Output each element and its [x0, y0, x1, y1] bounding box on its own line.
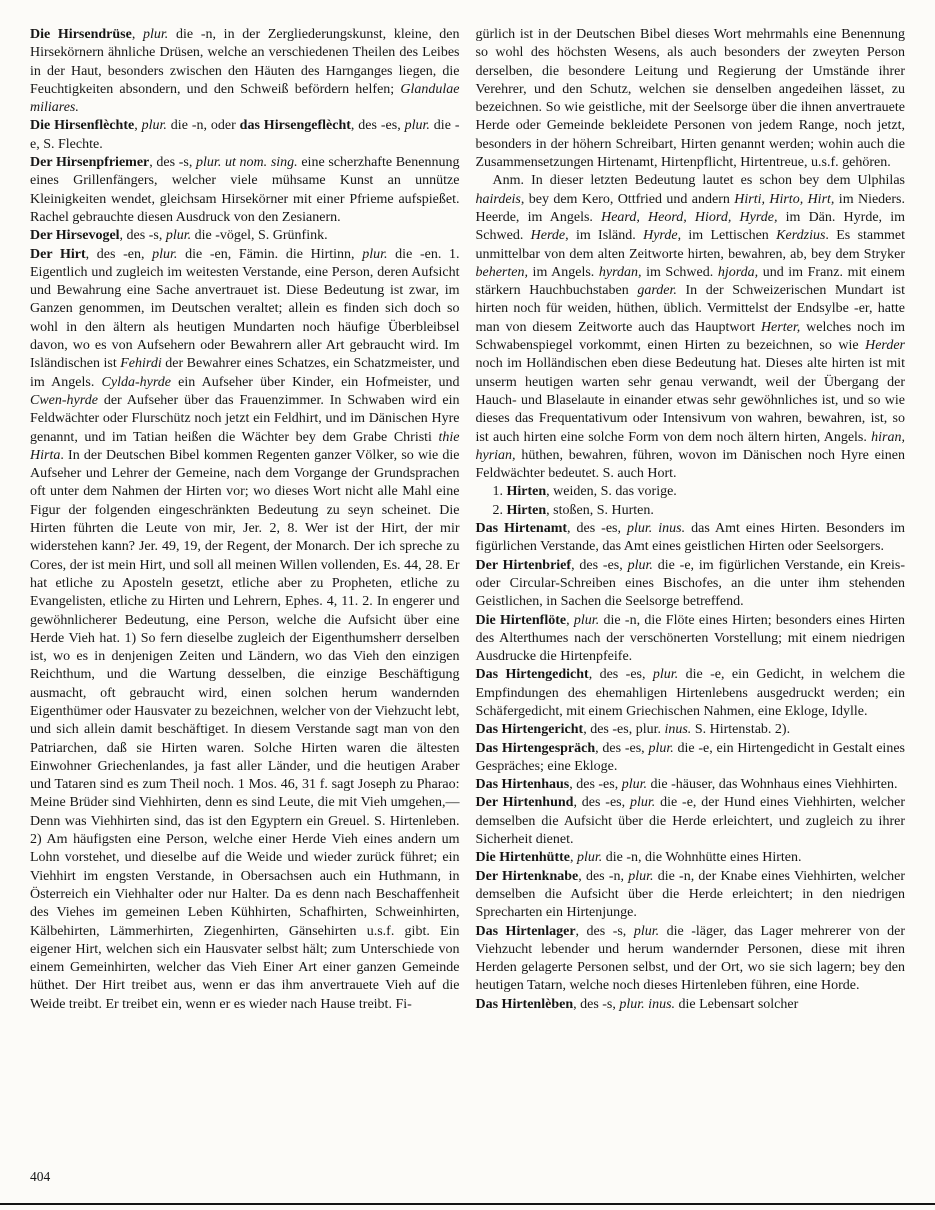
- entry-paragraph: [476, 557, 906, 612]
- text-run: die Lebensart solcher: [675, 996, 799, 1012]
- text-run: , des -es,: [571, 557, 628, 573]
- entry-paragraph: [476, 721, 906, 739]
- text-run: die -en, Fämin. die Hirtinn,: [177, 246, 363, 262]
- text-run: im Angels.: [527, 264, 599, 280]
- left-column: [30, 26, 460, 1164]
- text-run: plur.: [633, 923, 660, 939]
- text-run: Heard, Heord, Hiord, Hyrde,: [601, 209, 778, 225]
- text-run: , des -s,: [573, 996, 620, 1012]
- headword-run: Der Hirtenbrief: [475, 557, 572, 573]
- text-run: die -e, ein Gedicht, in welchem die Empfindungen des ehemahligen Hirtenlebens ausgedruckt werden; ein Schäfergedicht, mit einem Griechischen Nahmen, eine Ekloge, Idylle.: [475, 667, 905, 719]
- entry-paragraph: [476, 666, 906, 721]
- text-run: , weiden, S. das vorige.: [546, 484, 677, 500]
- text-run: , des -n,: [578, 868, 629, 884]
- text-run: plur.: [648, 740, 674, 756]
- headword-run: Das Hirtengespräch: [475, 740, 596, 756]
- text-run: plur.: [143, 27, 169, 42]
- text-run: hjorda,: [717, 264, 759, 280]
- text-run: plur.: [621, 777, 648, 793]
- text-run: , des -es,: [588, 667, 653, 683]
- text-run: plur.: [152, 246, 178, 262]
- text-run: das Amt eines Hirten. Besonders im figürlichen Verstande, das Amt eines geistlichen Hirten oder Seelsorgers.: [475, 521, 905, 555]
- text-run: eine scherzhafte Benennung eines Grillenfängers, welcher viele mühsame Kunst an unnütze Kleinigkeiten wendet, gleichsam Hirsekörner mit einer Pfrieme aufspießet. Rachel gebrauchte diesen Ausdruck von den Zesianern.: [30, 155, 460, 225]
- headword-run: Die Hirtenflöte: [475, 612, 567, 628]
- text-run: inus.: [664, 722, 692, 738]
- text-run: die -n, die Wohnhütte eines Hirten.: [602, 850, 802, 866]
- text-run: , stoßen, S. Hurten.: [546, 502, 654, 518]
- text-run: welches noch im Schwabenspiegel vorkommt, einen Hirten zu bezeichnen, so wie: [475, 319, 905, 354]
- entry-paragraph: [476, 520, 906, 557]
- text-run: Cylda-hyrde: [101, 374, 171, 390]
- text-run: Herder: [865, 338, 905, 354]
- entry-paragraph: [476, 502, 906, 520]
- text-run: , des -es,: [569, 777, 622, 793]
- text-run: , im Isländ.: [565, 228, 644, 244]
- bottom-rule: [0, 1203, 935, 1205]
- headword-run: Hirten: [506, 502, 547, 518]
- text-run: noch im Holländischen eben diese Bedeutung hat. Dieses alte hirten ist mit unserm heutigen warten sehr genau verwandt, weil der Übergang der Hauch- und Blaselaute in einander etwas sehr gewöhnliches ist, und so wie dieses das Frequentativum oder Intensivum von wahren, bewahren, ist, so ist auch hirten eine solche Form von dem noch ältern hirten, Angels.: [475, 356, 905, 445]
- text-run: plur.: [576, 850, 603, 866]
- headword-run: Das Hirtenlèben: [475, 996, 574, 1012]
- text-run: hyrdan,: [598, 264, 642, 280]
- text-run: hairdeis: [475, 191, 521, 207]
- text-run: , des -en,: [85, 246, 153, 262]
- text-run: die -e, S. Flechte.: [30, 118, 460, 152]
- text-run: , im Lettischen: [677, 228, 777, 244]
- text-run: ,: [566, 612, 574, 628]
- text-run: , des -es, plur.: [583, 722, 665, 738]
- text-run: plur.: [362, 246, 388, 262]
- headword-run: Der Hirtenhund: [475, 795, 574, 811]
- text-run: , des -es,: [595, 740, 649, 756]
- text-run: plur.: [629, 795, 656, 811]
- entry-paragraph: [30, 246, 460, 1014]
- text-run: Anm. In dieser letzten Bedeutung lautet es schon bey dem Ulphilas: [492, 173, 905, 189]
- text-run: die -vögel, S. Grünfink.: [191, 228, 328, 244]
- headword-run: Das Hirtengedicht: [475, 667, 589, 683]
- text-run: gürlich ist in der Deutschen Bibel dieses Wort mehrmahls eine Benennung so wohl des höchsten Wesens, als auch besonders der zweyten Person derselben, die besondere Leitung und Regierung der Umstände ihrer Verehrer, und den Schutz, welchen sie denselben angedeihen lässet, zu bezeichnen. So wie geistliche, mit der Seelsorge über die ihnen anvertrauete Herde oder Gemeinde bekleidete Personen von jedem Range, noch jetzt, besonders in der höhern Schreibart, Hirten genannt werden; wohin auch die Zusammensetzungen Hirtenamt, Hirtenpflicht, Hirtentreue, u.s.f. gehören.: [475, 27, 905, 171]
- text-run: und im Franz. mit einem stärkern Hauchbuchstaben: [475, 264, 905, 299]
- entry-paragraph: [476, 996, 906, 1014]
- headword-run: Das Hirtenlager: [475, 923, 576, 939]
- text-run: , des -s,: [149, 155, 197, 171]
- text-run: plur.: [141, 118, 167, 134]
- headword-run: Die Hirsenflèchte: [30, 118, 135, 134]
- headword-run: Der Hirsenpfriemer: [30, 155, 150, 171]
- text-run: die -läger, das Lager mehrerer von der Viehzucht lebender und herum wandernder Personen, diese mit ihren Herden gelagerte Personen selbst, und der Ort, wo sie sich lagern; bey den heutigen Tatarn, welche noch dieses Hirtenleben führen, eine Horde.: [475, 923, 905, 994]
- text-run: Hyrde: [643, 228, 678, 244]
- text-run: Glandulae miliares.: [30, 81, 460, 116]
- entry-paragraph: [476, 849, 906, 867]
- text-run: 2.: [492, 502, 507, 518]
- entry-paragraph: [476, 26, 906, 172]
- text-run: die -n, oder: [166, 118, 240, 134]
- text-run: die -n, die Flöte eines Hirten; besonders eines Hirten des Alterthumes nach der verschönerten Vorstellung; mit einem niedrigen Ausdrucke die Hirtenpfeife.: [475, 612, 905, 665]
- text-run: , des -es,: [350, 118, 405, 134]
- entry-paragraph: [476, 612, 906, 667]
- text-run: im Schwed.: [641, 264, 718, 280]
- headword-run: Der Hirsevogel: [30, 228, 120, 244]
- text-run: plur. inus.: [627, 521, 686, 537]
- text-run: ,: [134, 118, 142, 134]
- text-run: , des -s,: [119, 228, 166, 244]
- headword-run: Die Hirsendrüse: [30, 27, 132, 42]
- text-run: die -e, ein Hirtengedicht in Gestalt eines Gespräches; eine Ekloge.: [475, 740, 905, 774]
- entry-paragraph: [476, 740, 906, 777]
- text-run: Hirti, Hirto, Hirt,: [734, 191, 835, 207]
- text-run: Herde: [530, 228, 566, 244]
- entry-paragraph: [30, 227, 460, 245]
- text-run: , bey dem Kero, Ottfried und andern: [520, 191, 735, 207]
- text-run: plur. ut nom. sing.: [196, 155, 298, 171]
- text-run: die -n, in der Zergliederungskunst, kleine, den Hirsekörnern ähnliche Drüsen, welche an verschiedenen Theilen des Leibes in der Haut, besonders zwischen den Häuten des Harnganges liegen, die Feuchtigkeiten absondern, und den Schweiß befördern helfen;: [30, 27, 460, 97]
- text-run: Kerdzius: [776, 228, 826, 244]
- entry-paragraph: [476, 483, 906, 501]
- text-run: plur. inus.: [619, 996, 676, 1012]
- right-column: [476, 26, 906, 1164]
- text-run: die -e, im figürlichen Verstande, ein Kreis- oder Circular-Schreiben eines Bischofes, an die unter ihm stehenden Geistlichen, in Sachen die Seelsorge betreffend.: [475, 557, 905, 610]
- entry-paragraph: [30, 154, 460, 227]
- text-run: der Aufseher über das Frauenzimmer. In Schwaben wird ein Feldwächter oder Flurschütz noch jetzt ein Feldhirt, und im Dänischen Hyre genannt, und im Tatian heißen die Wächter bey dem Grabe Christi: [30, 392, 460, 445]
- headword-run: Das Hirtenhaus: [475, 777, 570, 793]
- headword-run: das Hirsengeflècht: [239, 118, 351, 134]
- headword-run: Der Hirtenknabe: [475, 868, 579, 884]
- headword-run: Das Hirtengericht: [475, 722, 584, 738]
- text-run: die -en. 1. Eigentlich und zugleich im weitesten Verstande, eine Person, deren Aufsicht und Bewahrung eine Sache anvertrauet ist. Diese Bedeutung ist zwar, im Ganzen genommen, im Deutschen veraltet; allein es finden sich doch so wohl in den ältern als heutigen Mundarten noch häufige Überbleibsel davon, wo es von Aufsehern oder Bewahrern aller Art gebraucht wird. Im Isländischen ist: [30, 246, 460, 372]
- text-run: ,: [131, 27, 144, 42]
- entry-paragraph: [30, 117, 460, 154]
- headword-run: Die Hirtenhütte: [475, 850, 570, 866]
- text-run: Fehirdi: [120, 356, 162, 372]
- text-run: der Bewahrer eines Schatzes, ein Schatzmeister, und im Angels.: [30, 356, 460, 390]
- text-run: plur.: [404, 118, 430, 134]
- entry-paragraph: [476, 776, 906, 794]
- text-run: , des -s,: [575, 923, 634, 939]
- text-columns: [30, 26, 905, 1164]
- text-run: Cwen-hyrde: [30, 392, 98, 408]
- text-run: plur.: [573, 612, 600, 628]
- entry-paragraph: [30, 26, 460, 117]
- entry-paragraph: [476, 868, 906, 923]
- text-run: 1.: [492, 484, 507, 500]
- entry-paragraph: [476, 172, 906, 483]
- page-number: 404: [30, 1168, 51, 1184]
- text-run: plur.: [628, 868, 654, 884]
- text-run: garder.: [637, 283, 677, 299]
- text-run: ein Aufseher über Kinder, ein Hofmeister, und: [170, 374, 460, 390]
- text-run: ,: [569, 850, 577, 866]
- text-run: die -e, der Hund eines Viehhirten, welcher demselben die Aufsicht über die Herde erleichtert, und zugleich zu ihrer Sicherheit dienet.: [475, 795, 905, 848]
- text-run: die -häuser, das Wohnhaus eines Viehhirten.: [647, 777, 898, 793]
- text-run: plur.: [627, 557, 653, 573]
- entry-paragraph: [476, 923, 906, 996]
- text-run: . Es stammet unmittelbar von dem alten Zeitworte hirten, bewahren, ab, bey dem Stryker: [475, 228, 905, 262]
- text-run: plur.: [652, 667, 679, 683]
- headword-run: Das Hirtenamt: [475, 521, 568, 537]
- headword-run: Der Hirt: [30, 246, 86, 262]
- text-run: . In der Deutschen Bibel kommen Regenten ganzer Völker, so wie die Aufseher und Lehrer der Gemeine, nach dem Vorgange der Grundsprachen oft unter dem Nahmen der Hirten vor; wo dieses Wort nicht alle Mahl eine Figur der folgenden eingeschränkten Bedeutung zu seyn scheinet. Die Hirten führten die Leute von mir, Jer. 2, 8. Wer ist der Hirt, der mir widerstehen kann? Jer. 49, 19, der Regent, der Monarch. Der ich spreche zu Cores, der ist mein Hirt, und soll all meinen Willen vollenden, Es. 44, 28. Er hat etliche zu Aposteln gesetzt, etliche aber zu Propheten, etliche zu Evangelisten, etliche zu Hirten und Lehrern, Ephes. 4, 11. 2. In engerer und gewöhnlicherer Bedeutung, eine Person, welche die Aufsicht über eine Herde Vieh hat. 1) So fern dieselbe zugleich der Eigenthumsherr derselben ist, wo es in denjenigen Zeiten und Ländern, wo das Vieh den einzigen Reichthum, und die Wartung desselben, die einzige Beschäftigung ausmacht, oft gebraucht wird, einen solchen herum wandernden Eigenthümer oder Hausvater zu bezeichnen, welcher von der Viehzucht lebt, und sich allein damit beschäftiget. In diesem Verstande sagt man von den Patriarchen, daß sie Hirten waren. Solche Hirten waren die ältesten Einwohner Griechenlandes, ja fast aller Länder, und die heutigen Araber und Tataren sind es zum Theil noch. 1 Mos. 46, 31 f. sagt Joseph zu Pharao: Meine Brüder sind Viehhirten, denn es sind Leute, die mit Vieh umgehen,— Denn was Viehhirten sind, das ist den Egyptern ein Greuel. S. Hirtenleben. 2) Am häufigsten eine Person, welche einer Herde Vieh eines andern um Lohn vorstehet, und dieselbe auf die Weide und wieder zurück führet; ein Viehhirt im engsten Verstande, in Obersachsen auch ein Huthmann, in Österreich ein Viehhalter oder nur Halter. Da es denn nach Beschaffenheit des Viehes im gemeinen Leben Kühhirten, Schafhirten, Schweinhirten, Kälbehirten, Lämmerhirten, Ziegenhirten, Gänsehirten u.s.f. gibt. Ein eigener Hirt, welchen sich ein Hausvater selbst hält; zum Unterschiede von einem Gemeinhirten, welcher das Vieh Einer Art einer ganzen Gemeinde hüthet. Der Hirt treibet aus, wenn er das ihm anvertrauete Vieh auf die Weide treibt. Er treibet ein, wenn er es wieder nach Hause treibt. Fi-: [30, 447, 460, 1012]
- text-run: im Dän. Hyrde, im Schwed.: [475, 209, 905, 244]
- text-run: In der Schweizerischen Mundart ist hirten noch für weiden, hüthen, üblich. Vermittelst der Endsylbe -er, hatte man von diesem Zeitworte auch das Hauptwort: [475, 283, 905, 335]
- text-run: die -n, der Knabe eines Viehhirten, welcher demselben die Aufsicht über die Herde erleichtert; in den niedrigen Sprecharten ein Hirtenjunge.: [475, 868, 905, 921]
- text-run: thie Hirta: [30, 429, 460, 463]
- text-run: hüthen, bewahren, führen, wovon im Dänischen noch Hyre einen Feldwächter bedeutet. S. auch Hort.: [475, 447, 905, 482]
- text-run: im Nieders. Heerde, im Angels.: [475, 191, 905, 225]
- text-run: Herter,: [760, 319, 801, 335]
- text-run: , des -es,: [567, 521, 627, 537]
- text-run: beherten,: [475, 264, 528, 280]
- text-run: , des -es,: [573, 795, 630, 811]
- text-run: plur.: [165, 228, 192, 244]
- entry-paragraph: [476, 794, 906, 849]
- text-run: hiran, hyrian,: [475, 429, 905, 463]
- headword-run: Hirten: [506, 484, 547, 500]
- text-run: S. Hirtenstab. 2).: [691, 722, 791, 738]
